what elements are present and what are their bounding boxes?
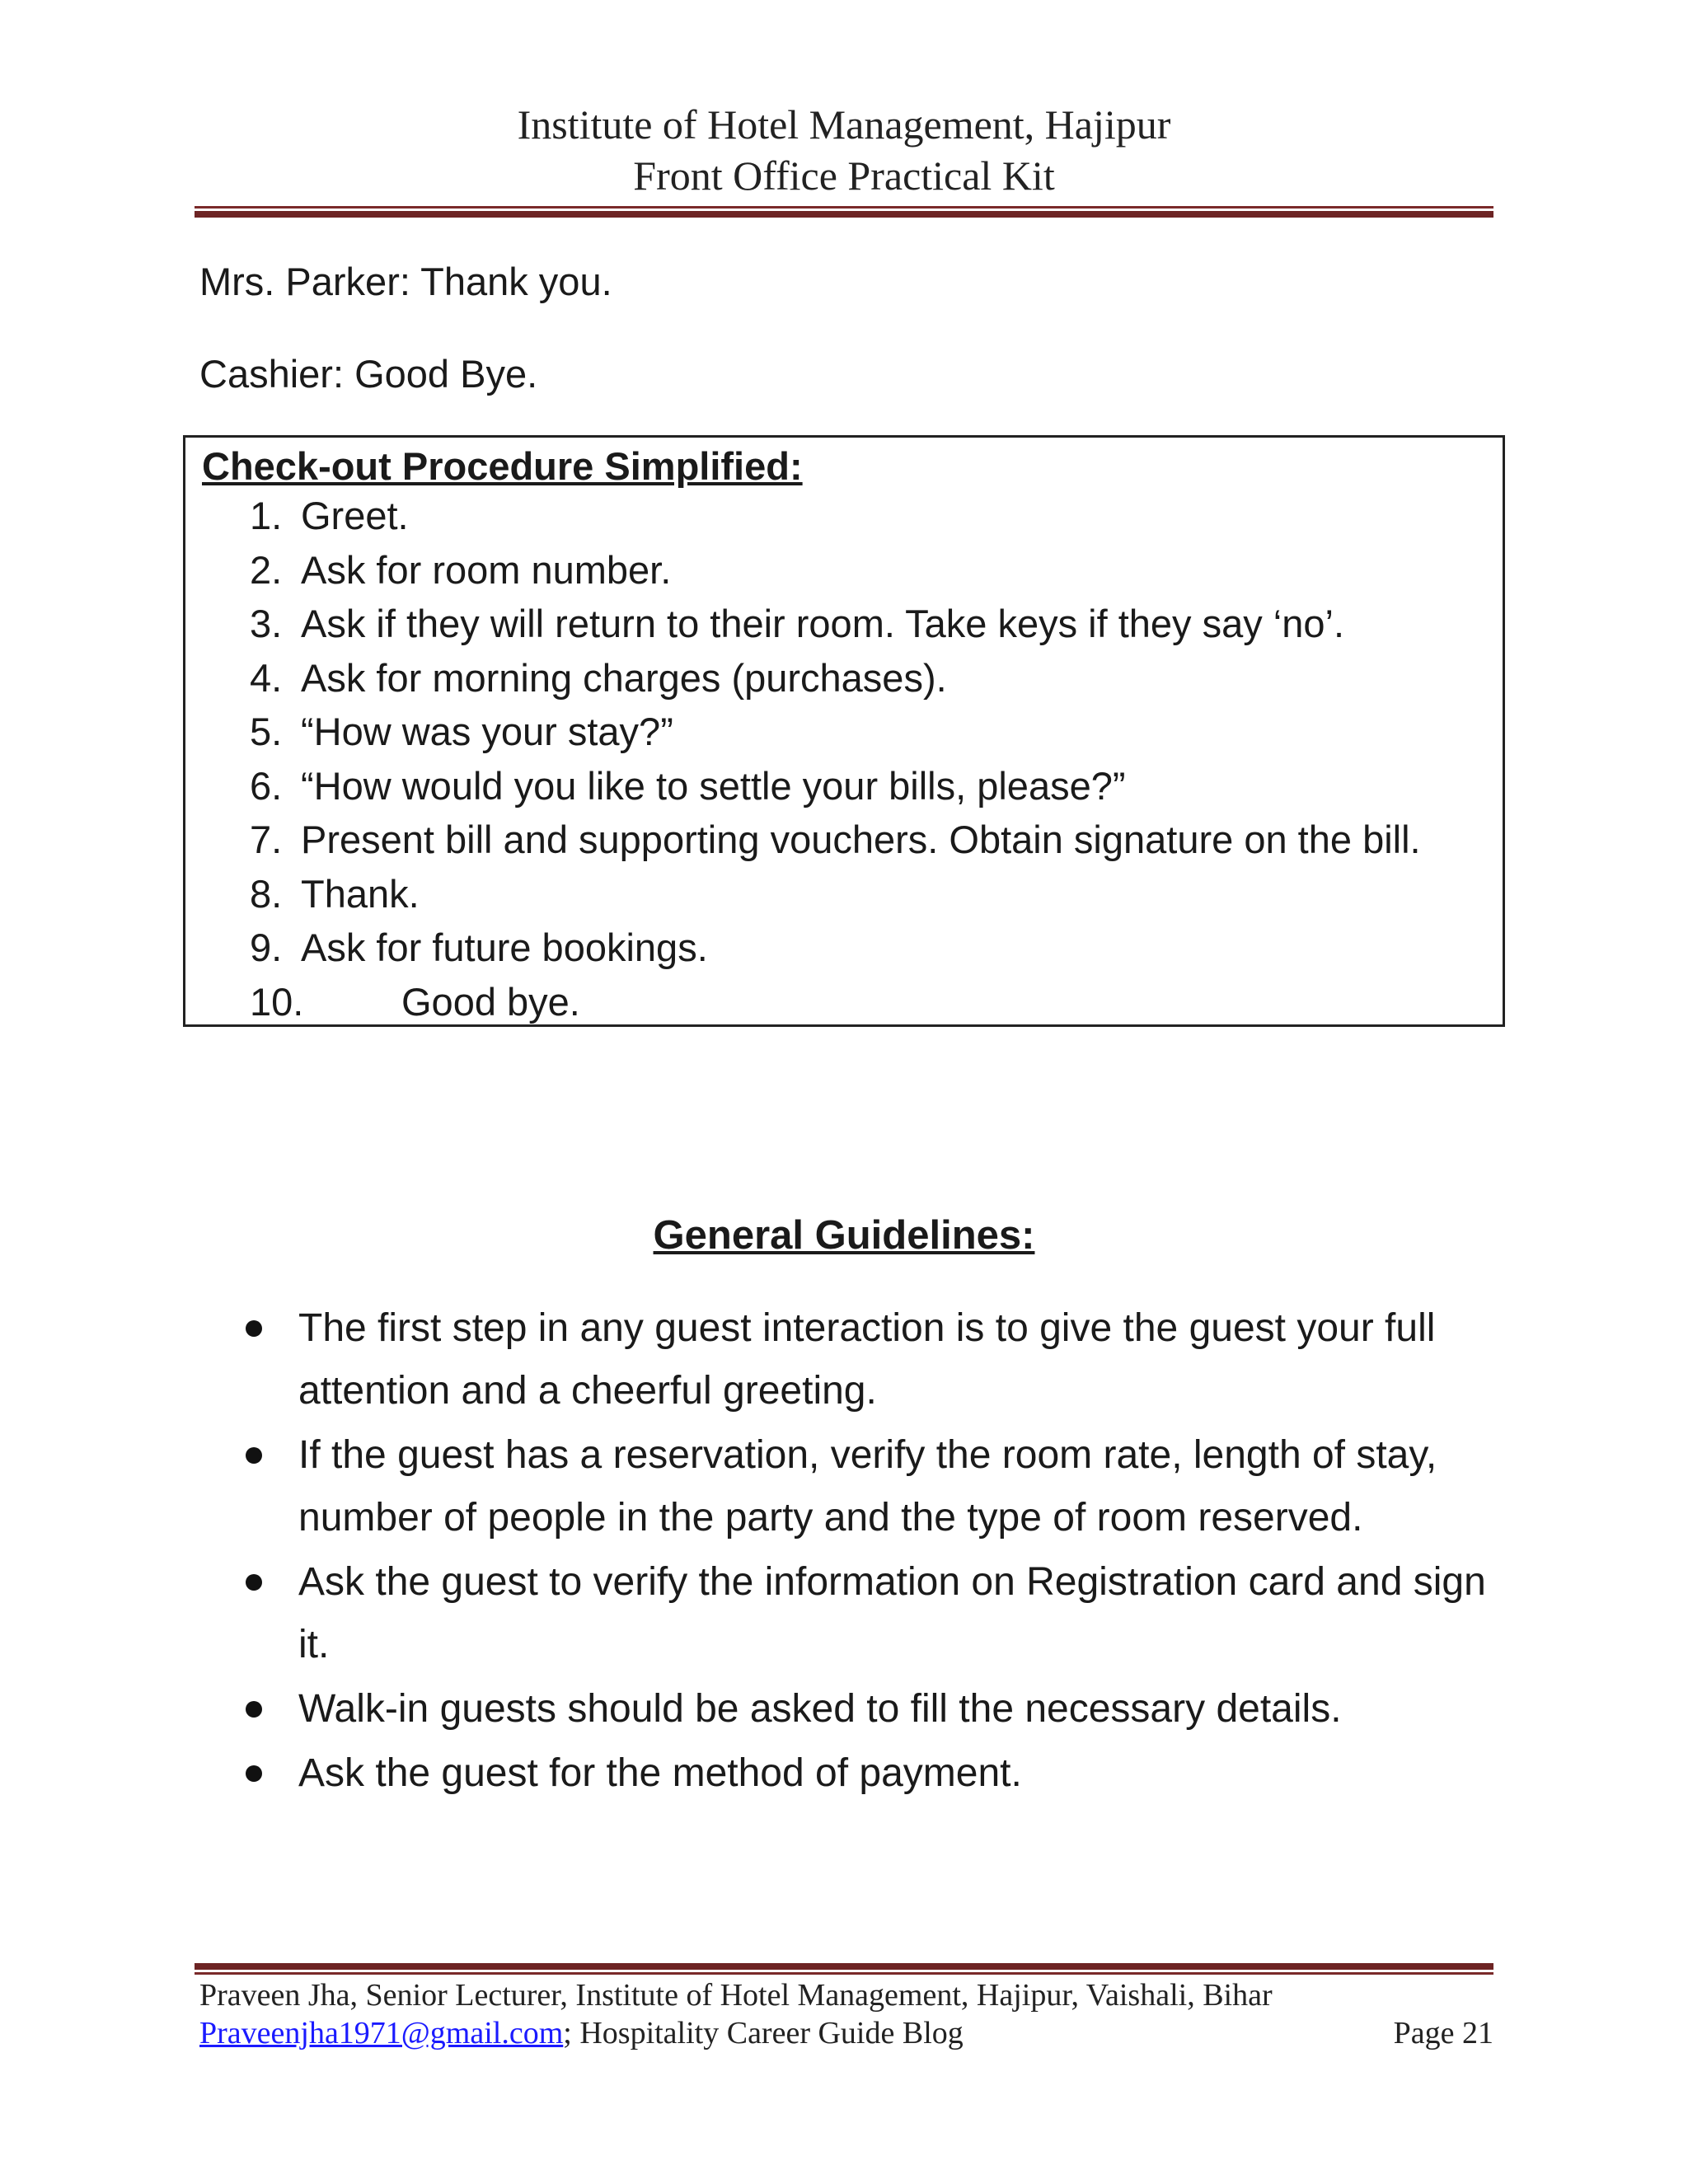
step-text: Good bye. [401, 979, 580, 1024]
step-number: 7. [250, 818, 283, 861]
guidelines-list [247, 1297, 1500, 1807]
step-number: 5. [250, 710, 283, 753]
step-text: Ask if they will return to their room. Take keys if they say ‘no’. [301, 602, 1345, 645]
header-institute: Institute of Hotel Management, Hajipur [517, 101, 1171, 148]
dialog-line: Cashier: Good Bye. [199, 352, 538, 396]
guideline-text: Ask the guest to verify the information on Registration card and sign it. [298, 1560, 1486, 1666]
page-number: Page 21 [1393, 2016, 1493, 2050]
step-text: “How would you like to settle your bills, please?” [301, 763, 1126, 808]
guideline-item [247, 1551, 1500, 1678]
step-number: 8. [250, 871, 283, 916]
header-kit-title: Front Office Practical Kit [633, 152, 1055, 199]
bullet-icon [246, 1447, 262, 1464]
step-text: Greet. [301, 494, 409, 537]
footer-author-line: Praveen Jha, Senior Lecturer, Institute of Hotel Management, Hajipur, Vaishali, Bihar [199, 1978, 1273, 2013]
checkout-procedure-title: Check-out Procedure Simplified: [202, 444, 803, 488]
guideline-text: If the guest has a reservation, verify the room rate, length of stay, number of people in the party and the type of room reserved. [298, 1433, 1437, 1540]
step-text: Ask for future bookings. [301, 926, 708, 969]
guideline-item [247, 1678, 1500, 1742]
guideline-text: The first step in any guest interaction is to give the guest your full attention and a cheerful greeting. [298, 1306, 1436, 1413]
guideline-item [247, 1742, 1500, 1807]
step-number: 6. [250, 763, 283, 808]
general-guidelines-heading [0, 1210, 1688, 1261]
checkout-procedure-box [183, 435, 1505, 1027]
guideline-text: Ask the guest for the method of payment. [298, 1751, 1022, 1795]
guideline-text: Walk-in guests should be asked to fill the necessary details. [298, 1687, 1342, 1731]
bullet-icon [246, 1320, 262, 1337]
header-divider [195, 206, 1493, 218]
step-text: Ask for room number. [301, 547, 672, 592]
step-number: 9. [250, 926, 283, 969]
bullet-icon [246, 1765, 262, 1782]
step-number: 10. [250, 979, 304, 1024]
step-number: 1. [250, 494, 283, 537]
guideline-item [247, 1297, 1500, 1424]
step-text: Thank. [301, 871, 420, 916]
footer-contact-line [199, 2014, 1493, 2052]
guideline-item [247, 1424, 1500, 1551]
step-number: 3. [250, 602, 283, 645]
step-number: 2. [250, 547, 283, 592]
dialog-line: Mrs. Parker: Thank you. [199, 260, 612, 303]
step-text: Present bill and supporting vouchers. Obtain signature on the bill. [301, 818, 1421, 861]
page-header [195, 99, 1493, 201]
blog-text: ; Hospitality Career Guide Blog [563, 2016, 964, 2050]
step-number: 4. [250, 655, 283, 700]
email-link[interactable]: Praveenjha1971@gmail.com [199, 2016, 564, 2050]
general-guidelines-title: General Guidelines: [653, 1213, 1035, 1258]
step-text: Ask for morning charges (purchases). [301, 655, 947, 700]
bullet-icon [246, 1701, 262, 1718]
step-text: “How was your stay?” [301, 710, 673, 753]
footer-divider [195, 1963, 1493, 1975]
bullet-icon [246, 1574, 262, 1591]
